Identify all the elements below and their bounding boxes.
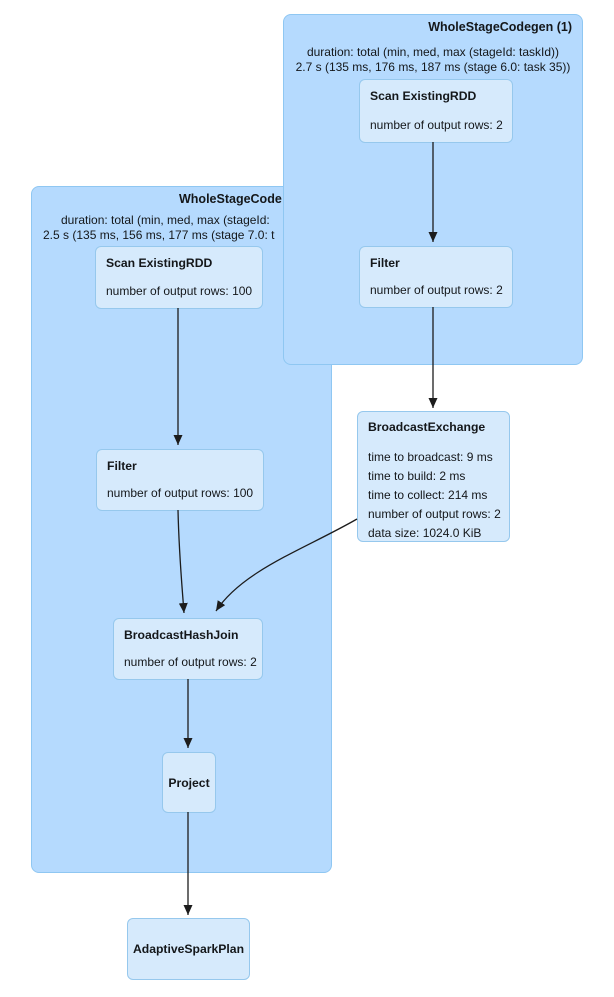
node-label: Project (168, 775, 210, 790)
node-metric: number of output rows: 100 (107, 486, 254, 500)
node-broadcastexchange[interactable] (357, 411, 510, 542)
node-label: BroadcastHashJoin (124, 628, 239, 642)
metric-output-rows: number of output rows: 2 (368, 507, 501, 521)
cluster-duration-value: 2.7 s (135 ms, 176 ms, 187 ms (stage 6.0: task 35)) (295, 60, 571, 74)
node-scan-existingrdd-right[interactable] (359, 79, 513, 143)
node-metric: number of output rows: 2 (124, 655, 257, 669)
metric-data-size: data size: 1024.0 KiB (368, 526, 482, 540)
node-label: Filter (370, 256, 400, 270)
node-filter-right[interactable] (359, 246, 513, 308)
node-metric: number of output rows: 2 (370, 283, 503, 297)
metric-time-broadcast: time to broadcast: 9 ms (368, 450, 493, 464)
node-label: AdaptiveSparkPlan (132, 942, 245, 956)
cluster-duration (284, 45, 582, 75)
metric-time-collect: time to collect: 214 ms (368, 488, 488, 502)
node-label: Scan ExistingRDD (106, 256, 213, 270)
node-metric: number of output rows: 2 (370, 118, 503, 132)
cluster-title: WholeStageCode (179, 192, 282, 206)
cluster-wholestagecodegen-1 (283, 14, 583, 365)
node-scan-existingrdd-left[interactable] (95, 246, 263, 309)
node-project[interactable] (162, 752, 216, 813)
cluster-duration-value: 2.5 s (135 ms, 156 ms, 177 ms (stage 7.0: t (43, 228, 275, 242)
cluster-title: WholeStageCodegen (1) (428, 20, 572, 34)
cluster-duration-label: duration: total (min, med, max (stageId: taskId)) (306, 45, 560, 59)
cluster-duration-label: duration: total (min, med, max (stageId: (61, 213, 270, 227)
node-metric: number of output rows: 100 (106, 284, 253, 298)
node-label: Scan ExistingRDD (370, 89, 477, 103)
node-metrics (368, 448, 499, 543)
metric-time-build: time to build: 2 ms (368, 469, 466, 483)
node-broadcasthashjoin[interactable] (113, 618, 263, 680)
node-filter-left[interactable] (96, 449, 264, 511)
node-label: Filter (107, 459, 137, 473)
node-adaptivesparkplan[interactable] (127, 918, 250, 980)
node-label: BroadcastExchange (368, 420, 486, 434)
